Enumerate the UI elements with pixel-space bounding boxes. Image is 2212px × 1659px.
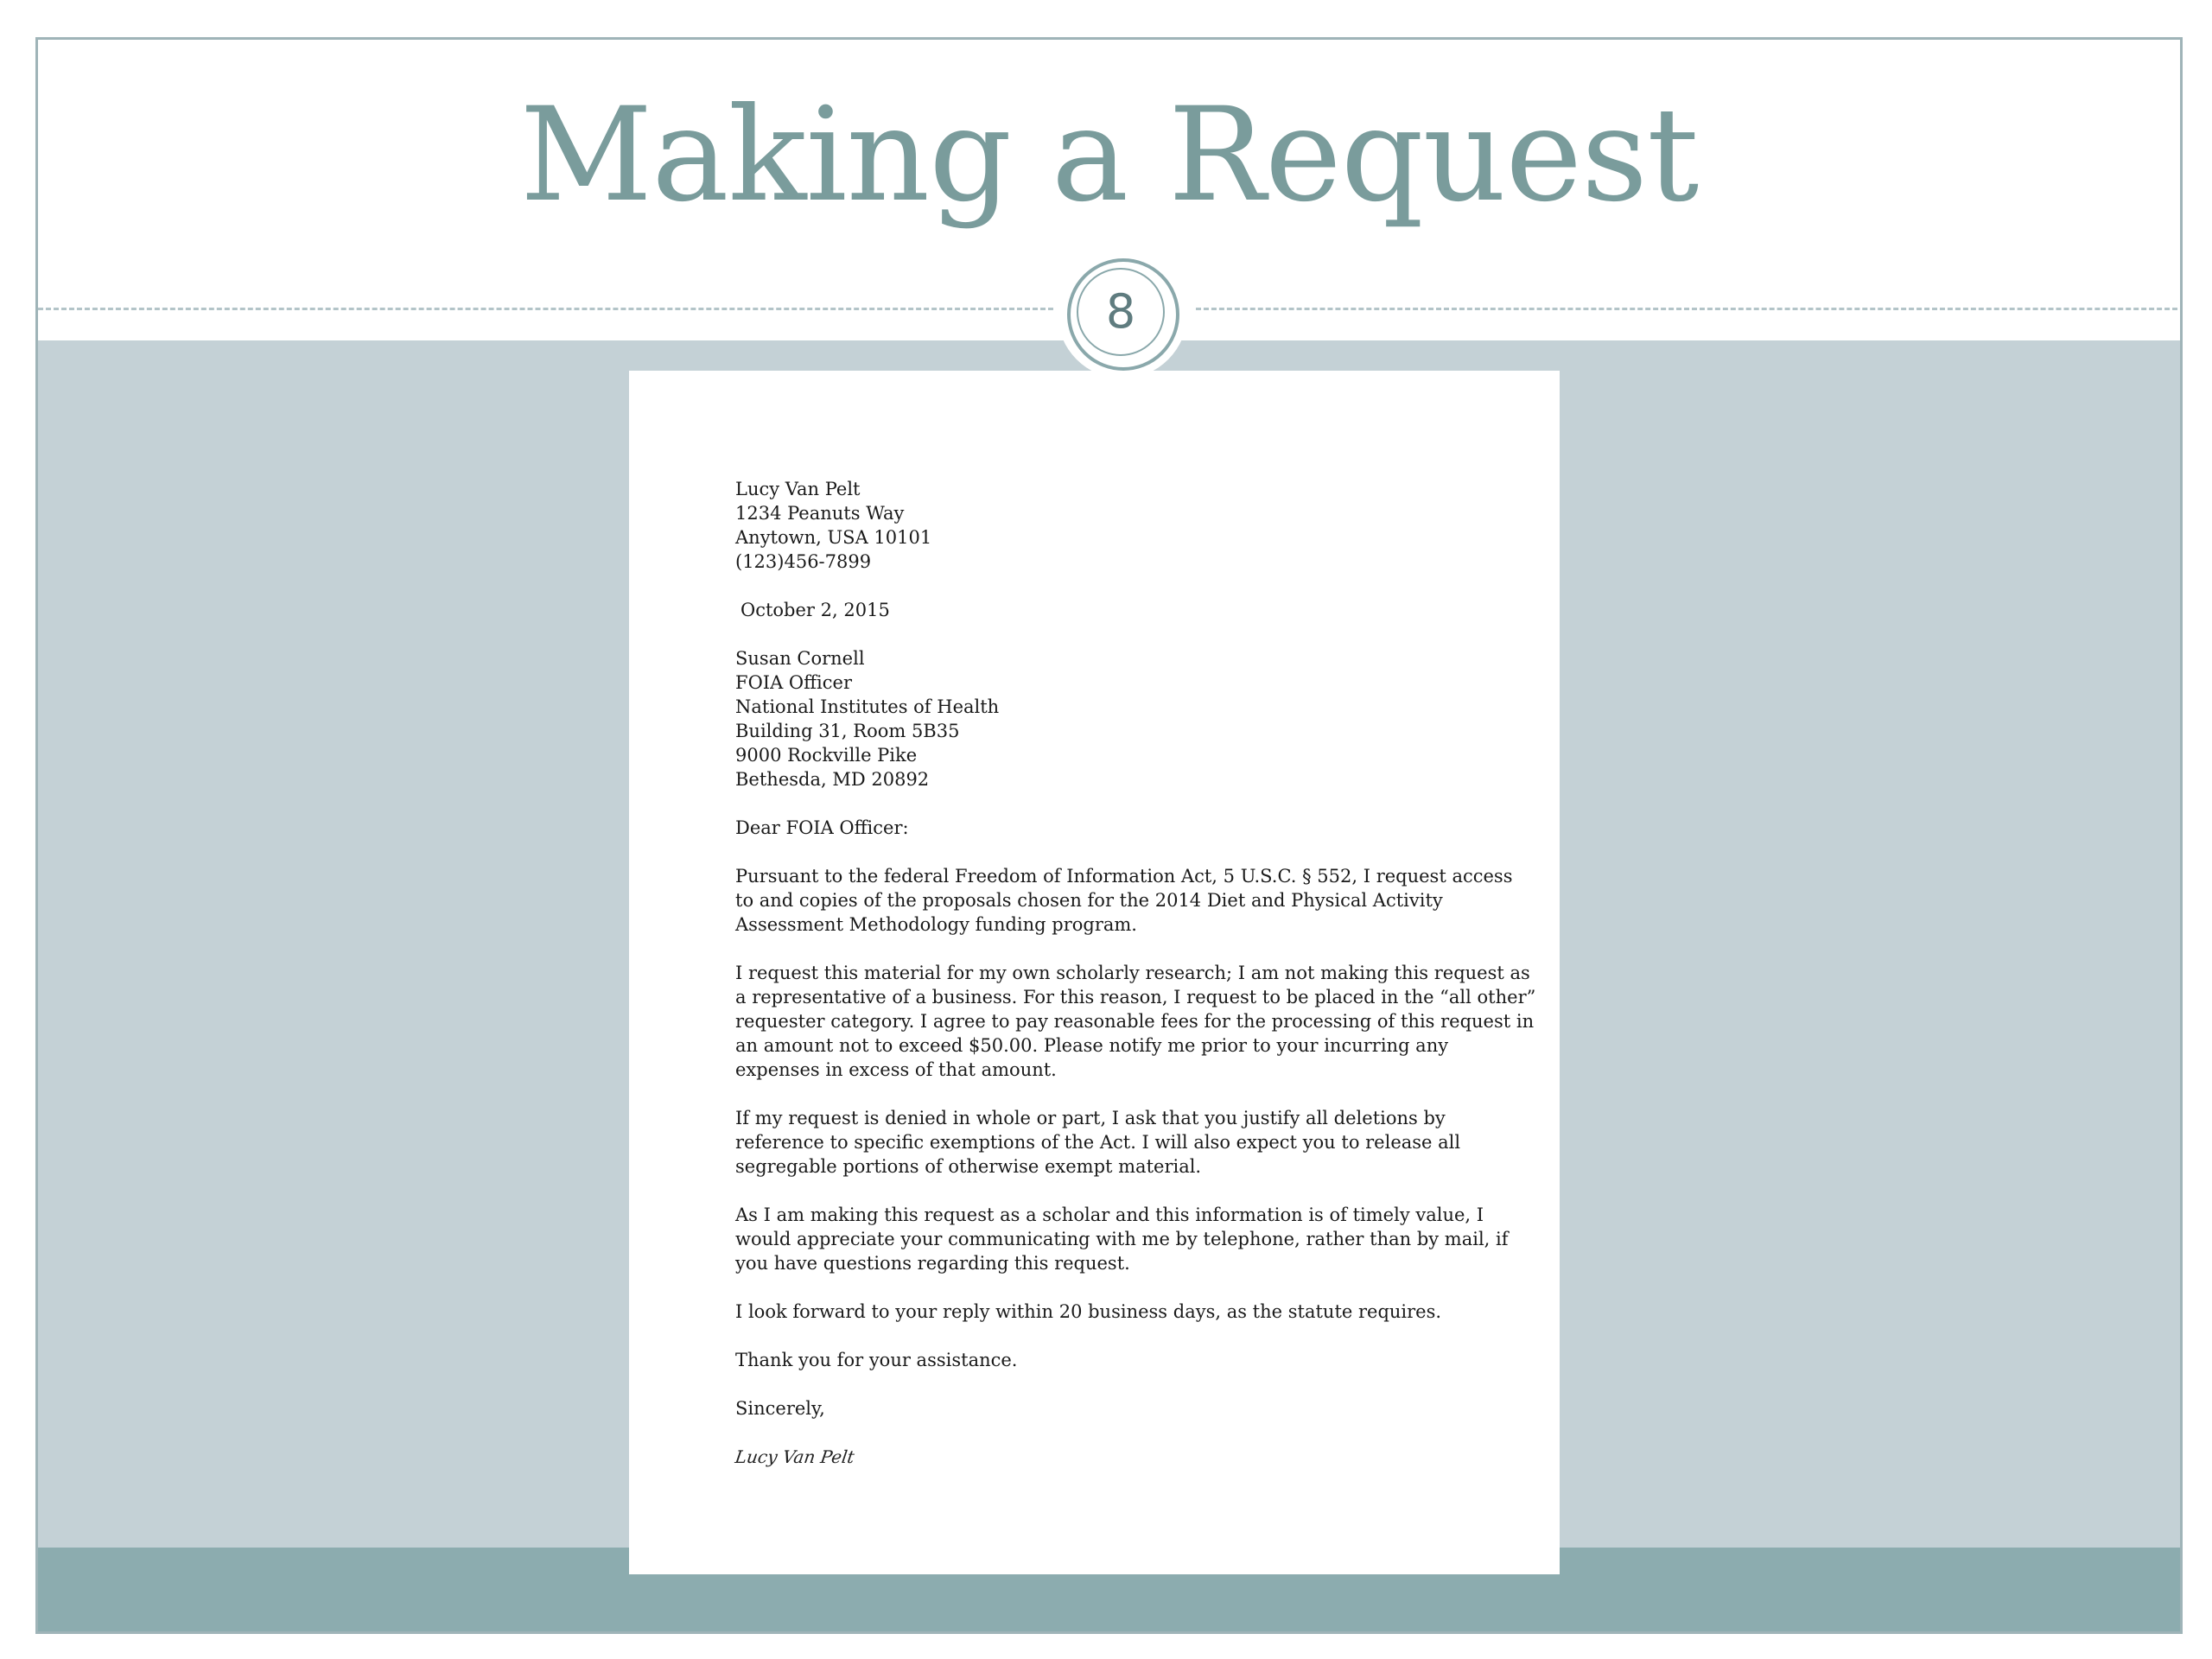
paragraph-denial bbox=[735, 1106, 1461, 1179]
slide-title: Making a Request bbox=[519, 80, 1699, 231]
recipient-line: 9000 Rockville Pike bbox=[735, 745, 918, 766]
salutation: Dear FOIA Officer: bbox=[735, 817, 909, 838]
paragraph-fees bbox=[735, 961, 1536, 1082]
recipient-line: Building 31, Room 5B35 bbox=[735, 721, 960, 741]
letter-image bbox=[629, 371, 1560, 1574]
paragraph-reply bbox=[735, 1300, 1461, 1324]
paragraph-line: an amount not to exceed $50.00. Please notify me prior to your incurring any bbox=[735, 1035, 1449, 1056]
paragraph-line: segregable portions of otherwise exempt material. bbox=[735, 1156, 1202, 1177]
paragraph-line: I look forward to your reply within 20 business days, as the statute requires. bbox=[735, 1301, 1442, 1322]
divider-left bbox=[38, 308, 1053, 310]
recipient-address bbox=[735, 646, 1461, 791]
recipient-line: FOIA Officer bbox=[735, 672, 853, 693]
recipient-line: Bethesda, MD 20892 bbox=[735, 769, 930, 790]
paragraph-request bbox=[735, 864, 1513, 937]
paragraph-line: would appreciate your communicating with me by telephone, rather than by mail, if bbox=[735, 1229, 1509, 1249]
paragraph-line: If my request is denied in whole or part, I ask that you justify all deletions by bbox=[735, 1108, 1446, 1128]
sender-line: Anytown, USA 10101 bbox=[735, 527, 932, 548]
recipient-line: National Institutes of Health bbox=[735, 696, 1000, 717]
paragraph-line: you have questions regarding this request. bbox=[735, 1253, 1130, 1274]
slide-number: 8 bbox=[1077, 268, 1165, 356]
sender-address bbox=[735, 477, 1461, 574]
slide bbox=[35, 37, 2183, 1634]
divider-right bbox=[1196, 308, 2183, 310]
recipient-line: Susan Cornell bbox=[735, 648, 865, 669]
paragraph-line: Assessment Methodology funding program. bbox=[735, 914, 1137, 935]
signature bbox=[735, 1445, 1461, 1469]
paragraph-thanks bbox=[735, 1348, 1461, 1372]
paragraph-line: Pursuant to the federal Freedom of Information Act, 5 U.S.C. § 552, I request access bbox=[735, 866, 1513, 887]
paragraph-line: requester category. I agree to pay reasonable fees for the processing of this request in bbox=[735, 1011, 1535, 1032]
paragraph-line: Thank you for your assistance. bbox=[735, 1350, 1018, 1370]
paragraph-line: a representative of a business. For this reason, I request to be placed in the “all other” bbox=[735, 987, 1536, 1007]
paragraph-line: As I am making this request as a scholar and this information is of timely value, I bbox=[735, 1205, 1484, 1225]
closing: Sincerely, bbox=[735, 1398, 825, 1419]
sender-line: (123)456-7899 bbox=[735, 551, 872, 572]
letter-date: October 2, 2015 bbox=[741, 600, 890, 620]
sender-line: 1234 Peanuts Way bbox=[735, 503, 905, 524]
slide-number-ring bbox=[1067, 258, 1179, 371]
paragraph-contact bbox=[735, 1203, 1509, 1275]
sender-line: Lucy Van Pelt bbox=[735, 479, 861, 499]
signature-text: Lucy Van Pelt bbox=[734, 1446, 856, 1467]
letter-body bbox=[734, 477, 1536, 1469]
slide-number-badge bbox=[1058, 249, 1187, 378]
paragraph-line: reference to specific exemptions of the Act. I will also expect you to release all bbox=[735, 1132, 1461, 1153]
paragraph-line: expenses in excess of that amount. bbox=[735, 1059, 1057, 1080]
paragraph-line: to and copies of the proposals chosen for the 2014 Diet and Physical Activity bbox=[735, 890, 1443, 911]
paragraph-line: I request this material for my own scholarly research; I am not making this request as bbox=[735, 963, 1530, 983]
